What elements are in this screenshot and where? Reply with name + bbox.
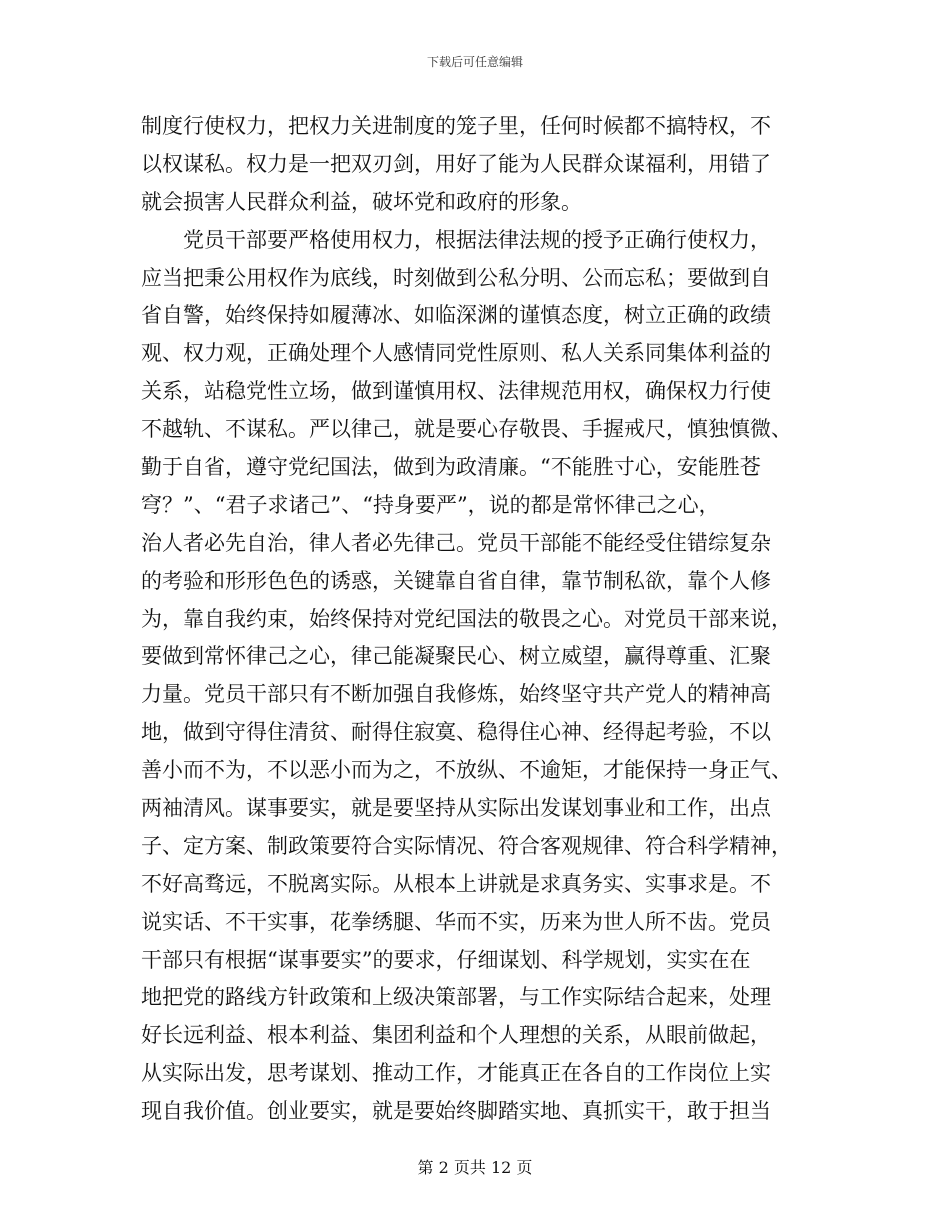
text-line: 关系，站稳党性立场，做到谨慎用权、法律规范用权，确保权力行使 bbox=[141, 379, 771, 404]
text-line: 两袖清风。谋事要实，就是要坚持从实际出发谋划事业和工作，出点 bbox=[141, 796, 771, 821]
text-line: 从实际出发，思考谋划、推动工作，才能真正在各自的工作岗位上实 bbox=[141, 1061, 771, 1086]
text-line: 穹？”、“君子求诸己”、“持身要严”，说的都是常怀律己之心， bbox=[141, 492, 720, 517]
text-line: 治人者必先自治，律人者必先律己。党员干部能不能经受住错综复杂 bbox=[141, 530, 771, 555]
text-line: 就会损害人民群众利益，破坏党和政府的形象。 bbox=[141, 189, 582, 214]
text-line: 现自我价值。创业要实，就是要始终脚踏实地、真抓实干，敢于担当 bbox=[141, 1099, 771, 1124]
page-header-note: 下载后可任意编辑 bbox=[426, 55, 523, 69]
text-line: 好长远利益、根本利益、集团利益和个人理想的关系，从眼前做起， bbox=[141, 1023, 771, 1048]
text-line: 不越轨、不谋私。严以律己，就是要心存敬畏、手握戒尺，慎独慎微、 bbox=[141, 417, 792, 442]
text-line: 善小而不为，不以恶小而为之，不放纵、不逾矩，才能保持一身正气、 bbox=[141, 758, 792, 783]
text-line: 省自警，始终保持如履薄冰、如临深渊的谨慎态度，树立正确的政绩 bbox=[141, 303, 771, 328]
text-line: 应当把秉公用权作为底线，时刻做到公私分明、公而忘私；要做到自 bbox=[141, 265, 771, 290]
text-line: 的考验和形形色色的诱惑，关键靠自省自律，靠节制私欲，靠个人修 bbox=[141, 568, 771, 593]
text-line: 制度行使权力，把权力关进制度的笼子里，任何时候都不搞特权，不 bbox=[141, 114, 771, 138]
text-line: 要做到常怀律己之心，律己能凝聚民心、树立威望，赢得尊重、汇聚 bbox=[141, 644, 771, 669]
text-line: 地，做到守得住清贫、耐得住寂寞、稳得住心神、经得起考验，不以 bbox=[141, 720, 771, 745]
text-line: 不好高骛远，不脱离实际。从根本上讲就是求真务实、实事求是。不 bbox=[141, 871, 771, 896]
text-line: 以权谋私。权力是一把双刃剑，用好了能为人民群众谋福利，用错了 bbox=[141, 151, 771, 176]
text-line: 子、定方案、制政策要符合实际情况、符合客观规律、符合科学精神， bbox=[141, 833, 792, 858]
text-line: 党员干部要严格使用权力，根据法律法规的授予正确行使权力， bbox=[141, 227, 771, 252]
document-body bbox=[141, 108, 813, 1131]
text-line: 观、权力观，正确处理个人感情同党性原则、私人关系同集体利益的 bbox=[141, 341, 771, 366]
text-line: 为，靠自我约束，始终保持对党纪国法的敬畏之心。对党员干部来说， bbox=[141, 606, 792, 631]
text-line: 地把党的路线方针政策和上级决策部署，与工作实际结合起来，处理 bbox=[141, 985, 771, 1010]
text-line: 干部只有根据“谋事要实”的要求，仔细谋划、科学规划，实实在在 bbox=[141, 947, 751, 972]
text-line: 说实话、不干实事，花拳绣腿、华而不实，历来为世人所不齿。党员 bbox=[141, 909, 771, 934]
text-line: 力量。党员干部只有不断加强自我修炼，始终坚守共产党人的精神高 bbox=[141, 682, 771, 707]
page-number-footer: 第 2 页共 12 页 bbox=[417, 1158, 533, 1177]
text-line: 勤于自省，遵守党纪国法，做到为政清廉。“不能胜寸心，安能胜苍 bbox=[141, 455, 761, 480]
